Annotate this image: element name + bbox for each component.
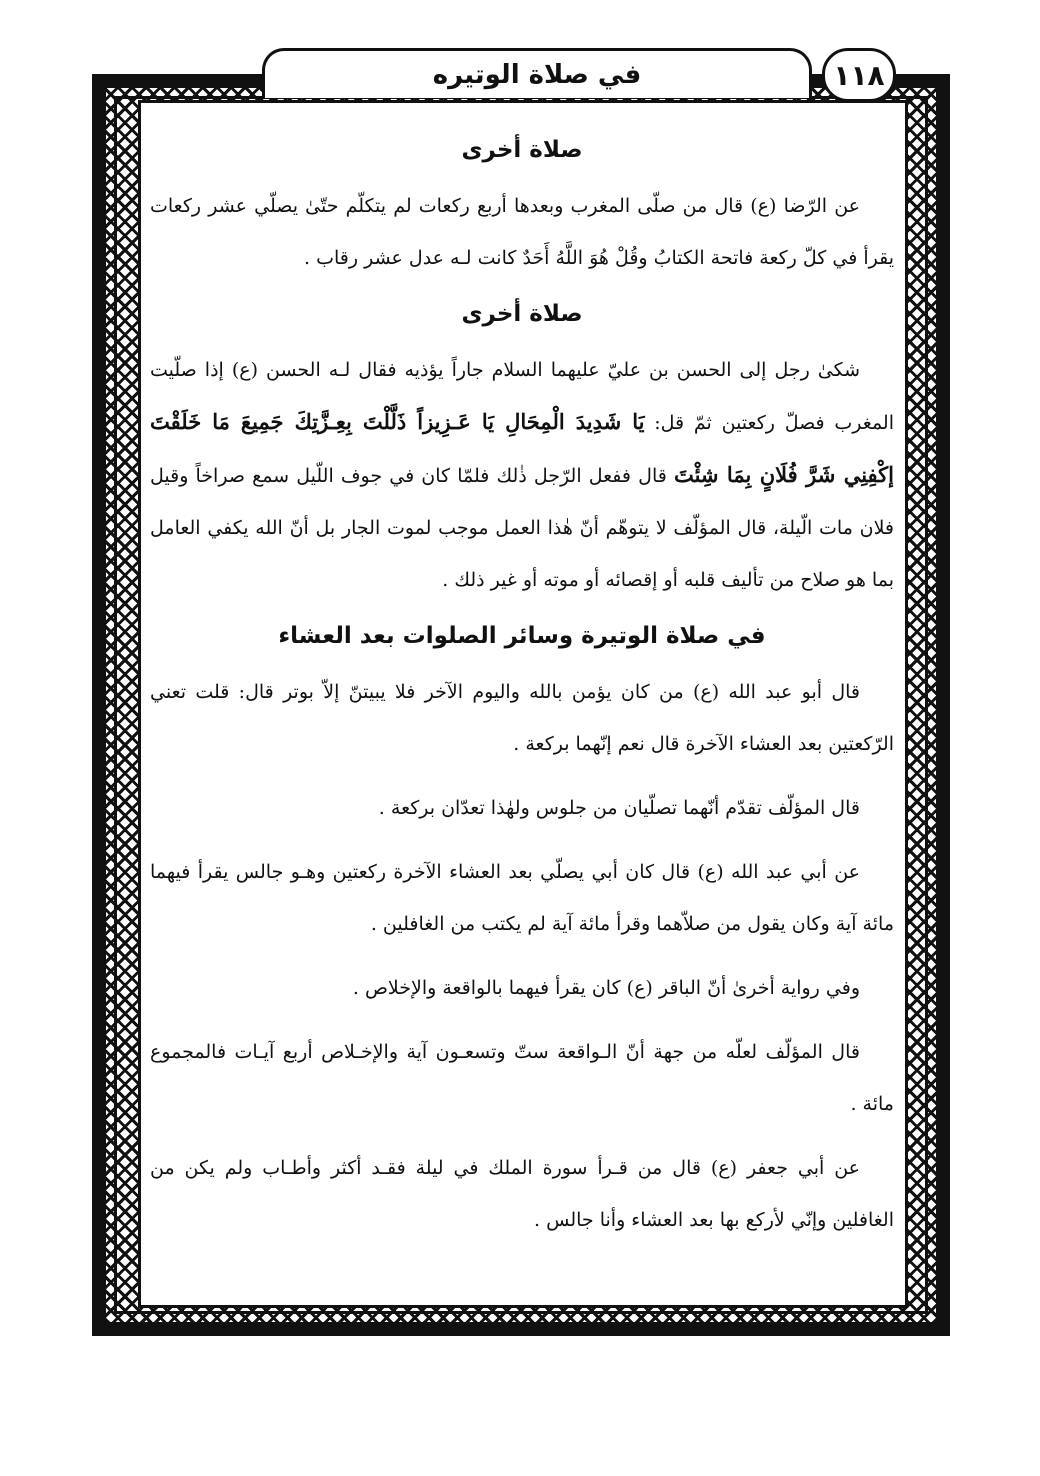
running-title: في صلاة الوتيره xyxy=(262,48,812,98)
paragraph: عن الرّضا (ع) قال من صلّى المغرب وبعدها أربع ركعات لم يتكلّم حتّىٰ يصلّي عشر ركعات يقرأ في كلّ ركعة فاتحة الكتابُ وقُلْ هُوَ اللَّهُ أَحَدٌ كانت لـه عدل عشر رقاب . xyxy=(150,195,894,269)
section-heading: صلاة أخرى xyxy=(461,301,583,327)
supplication-text: يَا شَدِيدَ الْمِحَالِ يَا عَـزِيزاً ذَلَّلْتَ بِعِـزَّتِكَ جَمِيعَ مَا خَلَقْتَ إكْفِنِي شَرَّ فُلَانٍ بِمَا شِئْتَ xyxy=(150,409,894,487)
page-number: ١١٨ xyxy=(822,48,896,102)
paragraph: وفي رواية أخرىٰ أنّ الباقر (ع) كان يقرأ فيهما بالواقعة والإخلاص . xyxy=(352,977,860,999)
section-heading: صلاة أخرى xyxy=(461,137,583,163)
paragraph-text: شكىٰ رجل إلى الحسن بن عليّ عليهما السلام جاراً يؤذيه فقال لـه الحسن (ع) إذا صلّيت المغرب فصلّ ركعتين ثمّ قل: xyxy=(150,359,895,434)
paragraph xyxy=(150,344,894,606)
paragraph: قال المؤلّف لعلّه من جهة أنّ الـواقعة ستّ وتسعـون آية والإخـلاص أربع آيـات فالمجموع مائة . xyxy=(150,1041,894,1115)
page-body xyxy=(150,120,894,1246)
paragraph: عن أبي جعفر (ع) قال من قـرأ سورة الملك في ليلة فقـد أكثر وأطـاب ولم يكن من الغافلين وإنّي لأركع بها بعد العشاء وأنا جالس . xyxy=(150,1157,894,1231)
paragraph: عن أبي عبد الله (ع) قال كان أبي يصلّي بعد العشاء الآخرة ركعتين وهـو جالس يقرأ فيهما مائة آية وكان يقول من صلاّهما وقرأ مائة آية لم يكتب من الغافلين . xyxy=(150,861,894,935)
paragraph: قال المؤلّف تقدّم أنّهما تصلّيان من جلوس ولهٰذا تعدّان بركعة . xyxy=(378,797,860,819)
section-heading: في صلاة الوتيرة وسائر الصلوات بعد العشاء xyxy=(278,623,766,649)
paragraph-text: قال ففعل الرّجل ذٰلك فلمّا كان في جوف اللّيل سمع صراخاً وقيل فلان مات الّيلة، قال المؤلّف لا يتوهّم أنّ هٰذا العمل موجب لموت الجار بل أنّ الله يكفي العامل بما هو صلاح من تأليف قلبه أو إقصائه أو موته أو غير ذلك . xyxy=(150,465,894,591)
paragraph: قال أبو عبد الله (ع) من كان يؤمن بالله واليوم الآخر فلا يبيتنّ إلاّ بوتر قال: قلت تعني الرّكعتين بعد العشاء الآخرة قال نعم إنّهما بركعة . xyxy=(150,681,894,755)
